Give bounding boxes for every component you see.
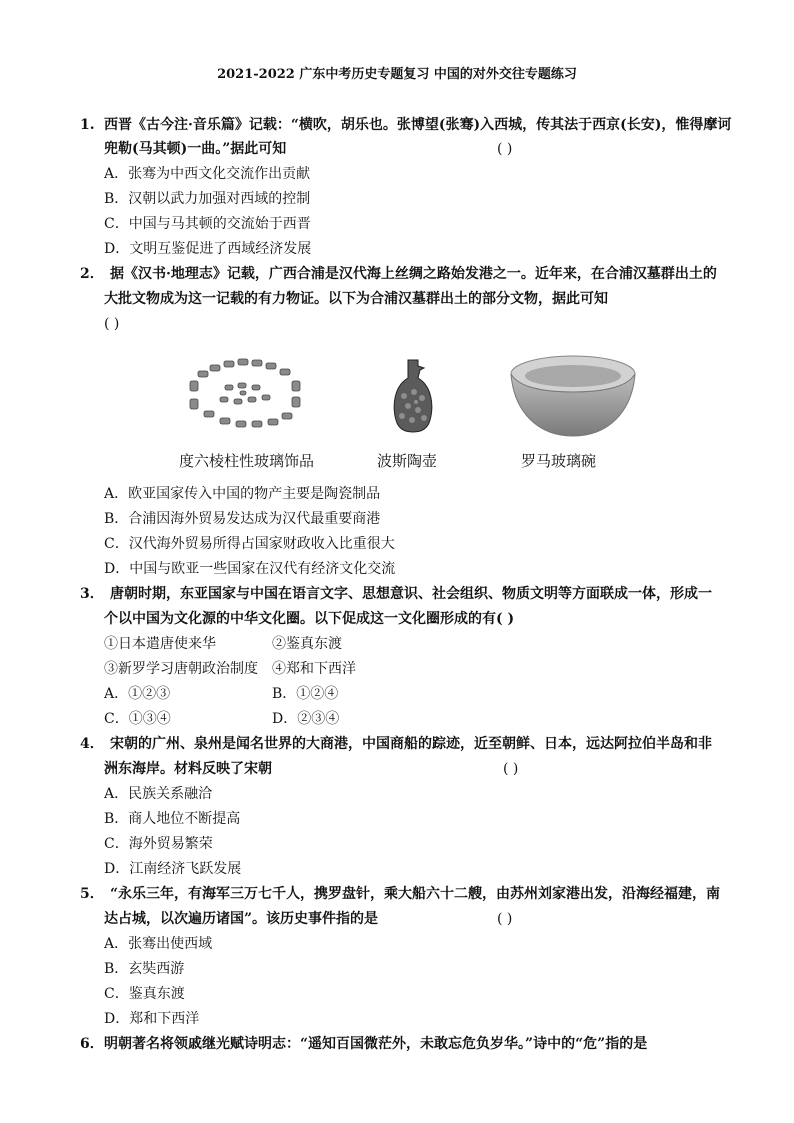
question-6-line-1: 明朝著名将领戚继光赋诗明志：“遥知百国微茫外，未敢忘危负岁华。”诗中的“危”指的是 (104, 1036, 648, 1052)
question-5-line-2: 达占城，以次遍历诸国”。该历史事件指的是 (104, 911, 379, 927)
question-4-answer-blank: ( ) (503, 761, 519, 777)
question-3-item-1: ①日本遣唐使来华 (104, 636, 216, 652)
question-2-option-c: C．汉代海外贸易所得占国家财政收入比重很大 (104, 536, 395, 552)
question-3-option-b: B．①②④ (272, 686, 339, 702)
question-3-item-2: ②鉴真东渡 (272, 636, 342, 652)
question-3-item-4: ④郑和下西洋 (272, 661, 356, 677)
caption-glass-ornaments: 度六棱柱性玻璃饰品 (179, 452, 315, 470)
question-1-option-d: D．文明互鉴促进了西域经济发展 (104, 241, 312, 257)
question-1-line-1: 西晋《古今注·音乐篇》记载：“横吹，胡乐也。张博望(张骞)入西城，传其法于西京(长安)，惟得摩诃 (104, 117, 732, 133)
question-6-number: 6． (80, 1036, 104, 1052)
question-4-option-c: C．海外贸易繁荣 (104, 836, 213, 852)
question-5-number: 5． (80, 886, 104, 902)
roman-glass-bowl-image (508, 352, 638, 446)
question-4-option-a: A．民族关系融洽 (104, 786, 213, 802)
question-2-line-1: 据《汉书·地理志》记载，广西合浦是汉代海上丝绸之路始发港之一。近年来，在合浦汉墓群出土的 (110, 266, 717, 282)
question-2-line-2: 大批文物成为这一记载的有力物证。以下为合浦汉墓群出土的部分文物，据此可知 (104, 291, 608, 307)
question-4-number: 4． (80, 736, 104, 752)
question-1-option-b: B．汉朝以武力加强对西域的控制 (104, 191, 311, 207)
question-4-option-b: B．商人地位不断提高 (104, 811, 241, 827)
question-3-line-2: 个以中国为文化源的中华文化圈。以下促成这一文化圈形成的有( ) (104, 611, 515, 627)
question-5-option-a: A．张骞出使西域 (104, 936, 213, 952)
question-3-item-3: ③新罗学习唐朝政治制度 (104, 661, 258, 677)
glass-ornaments-image (180, 355, 310, 439)
question-4-option-d: D．江南经济飞跃发展 (104, 861, 242, 877)
question-2-answer-blank: ( ) (104, 316, 120, 332)
page-title: 2021-2022 广东中考历史专题复习 中国的对外交往专题练习 (217, 67, 577, 82)
question-3-number: 3． (80, 586, 104, 602)
question-2-number: 2． (80, 266, 104, 282)
question-1-option-a: A．张骞为中西文化交流作出贡献 (104, 166, 311, 182)
question-2-option-a: A．欧亚国家传入中国的物产主要是陶瓷制品 (104, 486, 381, 502)
persian-pottery-jar-image (388, 356, 438, 440)
question-3-option-c: C．①③④ (104, 711, 171, 727)
question-5-option-d: D．郑和下西洋 (104, 1011, 200, 1027)
question-1-answer-blank: ( ) (497, 141, 513, 157)
question-5-option-b: B．玄奘西游 (104, 961, 185, 977)
question-2-option-d: D．中国与欧亚一些国家在汉代有经济文化交流 (104, 561, 396, 577)
question-5-line-1: “永乐三年，有海军三万七千人，携罗盘针，乘大船六十二艘，由苏州刘家港出发，沿海经福建，南 (110, 886, 721, 902)
question-5-answer-blank: ( ) (497, 911, 513, 927)
question-3-option-a: A．①②③ (104, 686, 171, 702)
question-1-number: 1. (80, 117, 95, 133)
question-1-line-2: 兜勒(马其顿)一曲。”据此可知 (104, 141, 287, 157)
question-2-option-b: B．合浦因海外贸易发达成为汉代最重要商港 (104, 511, 381, 527)
caption-persian-jar: 波斯陶壶 (377, 452, 438, 470)
question-1-option-c: C．中国与马其顿的交流始于西晋 (104, 216, 311, 232)
question-3-option-d: D．②③④ (272, 711, 340, 727)
question-5-option-c: C．鉴真东渡 (104, 986, 185, 1002)
question-4-line-2: 洲东海岸。材料反映了宋朝 (104, 761, 272, 777)
question-4-line-1: 宋朝的广州、泉州是闻名世界的大商港，中国商船的踪迹，近至朝鲜、日本，远达阿拉伯半岛和非 (110, 736, 712, 752)
caption-roman-bowl: 罗马玻璃碗 (521, 452, 597, 470)
question-3-line-1: 唐朝时期，东亚国家与中国在语言文字、思想意识、社会组织、物质文明等方面联成一体，形成一 (110, 586, 712, 602)
